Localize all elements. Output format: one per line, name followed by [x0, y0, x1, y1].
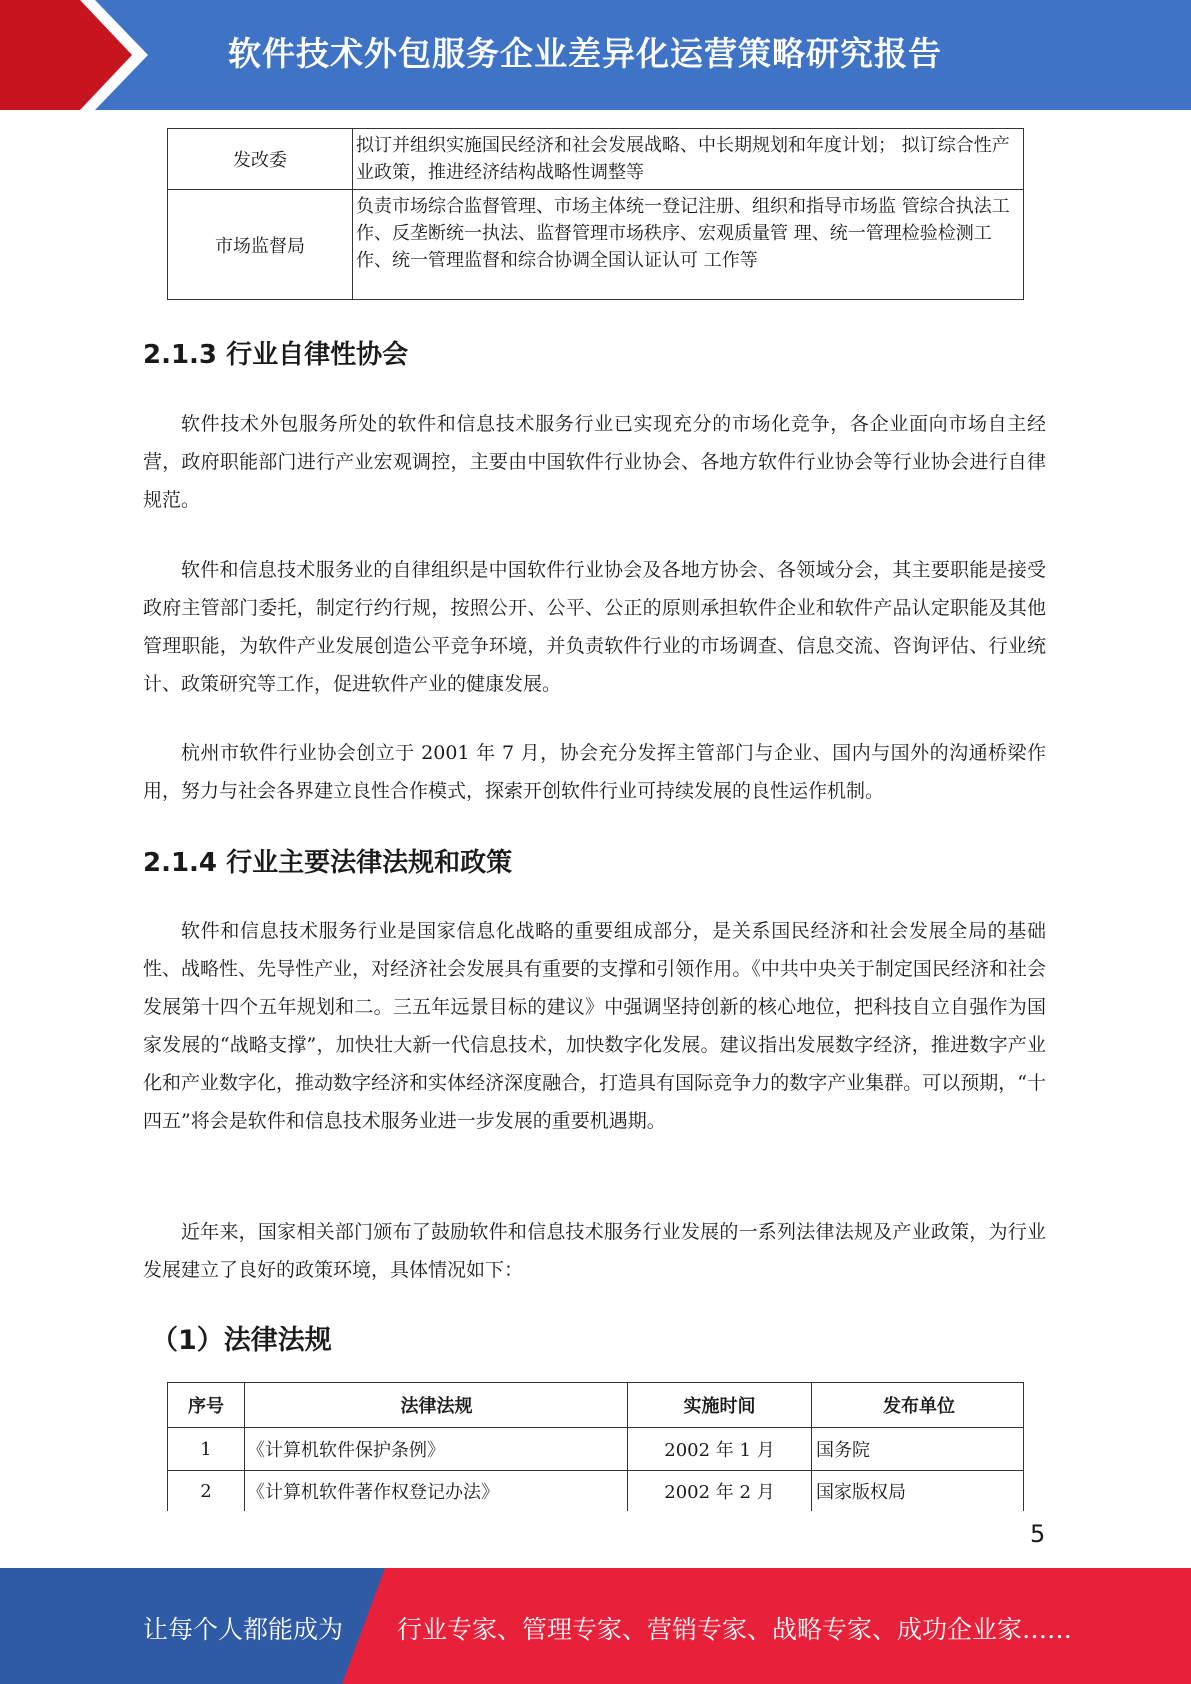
paragraph: 软件技术外包服务所处的软件和信息技术服务行业已实现充分的市场化竞争，各企业面向市场自主经营，政府职能部门进行产业宏观调控，主要由中国软件行业协会、各地方软件行业协会等行业协会进行自律规范。 [143, 413, 1046, 511]
law-number: 1 [168, 1428, 245, 1471]
law-publisher: 国家版权局 [812, 1471, 1024, 1512]
agency-table [167, 128, 1024, 300]
page-footer [0, 1568, 1191, 1684]
column-header: 序号 [168, 1383, 245, 1428]
table-row [168, 190, 1024, 300]
agency-duty: 负责市场综合监督管理、市场主体统一登记注册、组织和指导市场监 管综合执法工作、反垄断统一执法、监督管理市场秩序、宏观质量管 理、统一管理检验检测工作、统一管理监督和综合协调全国认证认可 工作等 [353, 190, 1024, 300]
section-heading-2-1-4: 2.1.4 行业主要法律法规和政策 [143, 848, 513, 878]
table-row [168, 129, 1024, 190]
law-name: 《计算机软件保护条例》 [245, 1428, 628, 1471]
section-heading-2-1-3: 2.1.3 行业自律性协会 [143, 340, 409, 370]
paragraph: 近年来，国家相关部门颁布了鼓励软件和信息技术服务行业发展的一系列法律法规及产业政策，为行业发展建立了良好的政策环境，具体情况如下： [143, 1221, 1046, 1281]
agency-name: 市场监督局 [168, 190, 353, 300]
agency-name: 发改委 [168, 129, 353, 190]
laws-table [167, 1382, 1024, 1511]
table-row [168, 1471, 1024, 1512]
paragraph: 杭州市软件行业协会创立于 2001 年 7 月，协会充分发挥主管部门与企业、国内与国外的沟通桥梁作用，努力与社会各界建立良性合作模式，探索开创软件行业可持续发展的良性运作机制。 [143, 742, 1046, 802]
subsection-heading-laws: （1）法律法规 [151, 1325, 332, 1356]
page-header [0, 0, 1191, 110]
paragraph: 软件和信息技术服务业的自律组织是中国软件行业协会及各地方协会、各领域分会，其主要职能是接受政府主管部门委托，制定行约行规，按照公开、公平、公正的原则承担软件企业和软件产品认定职能及其他管理职能，为软件产业发展创造公平竞争环境，并负责软件行业的市场调查、信息交流、咨询评估、行业统计、政策研究等工作，促进软件产业的健康发展。 [143, 559, 1046, 695]
footer-slogan-left: 让每个人都能成为 [143, 1615, 344, 1644]
law-date: 2002 年 1 月 [628, 1428, 812, 1471]
paragraph: 软件和信息技术服务行业是国家信息化战略的重要组成部分，是关系国民经济和社会发展全局的基础性、战略性、先导性产业，对经济社会发展具有重要的支撑和引领作用。《中共中央关于制定国民经济和社会发展第十四个五年规划和二。三五年远景目标的建议》中强调坚持创新的核心地位，把科技自立自强作为国家发展的“战略支撑”，加快壮大新一代信息技术，加快数字化发展。建议指出发展数字经济，推进数字产业化和产业数字化，推动数字经济和实体经济深度融合，打造具有国际竞争力的数字产业集群。可以预期，“十四五”将会是软件和信息技术服务业进一步发展的重要机遇期。 [143, 920, 1046, 1132]
law-number: 2 [168, 1471, 245, 1512]
law-date: 2002 年 2 月 [628, 1471, 812, 1512]
footer-slogan-right: 行业专家、管理专家、营销专家、战略专家、成功企业家…… [397, 1615, 1073, 1644]
law-name: 《计算机软件著作权登记办法》 [245, 1471, 628, 1512]
table-row [168, 1428, 1024, 1471]
column-header: 实施时间 [628, 1383, 812, 1428]
page-number: 5 [1030, 1520, 1046, 1548]
table-header-row [168, 1383, 1024, 1428]
law-publisher: 国务院 [812, 1428, 1024, 1471]
column-header: 发布单位 [812, 1383, 1024, 1428]
report-title: 软件技术外包服务企业差异化运营策略研究报告 [228, 34, 942, 73]
agency-duty: 拟订并组织实施国民经济和社会发展战略、中长期规划和年度计划； 拟订综合性产业政策，推进经济结构战略性调整等 [353, 129, 1024, 190]
column-header: 法律法规 [245, 1383, 628, 1428]
